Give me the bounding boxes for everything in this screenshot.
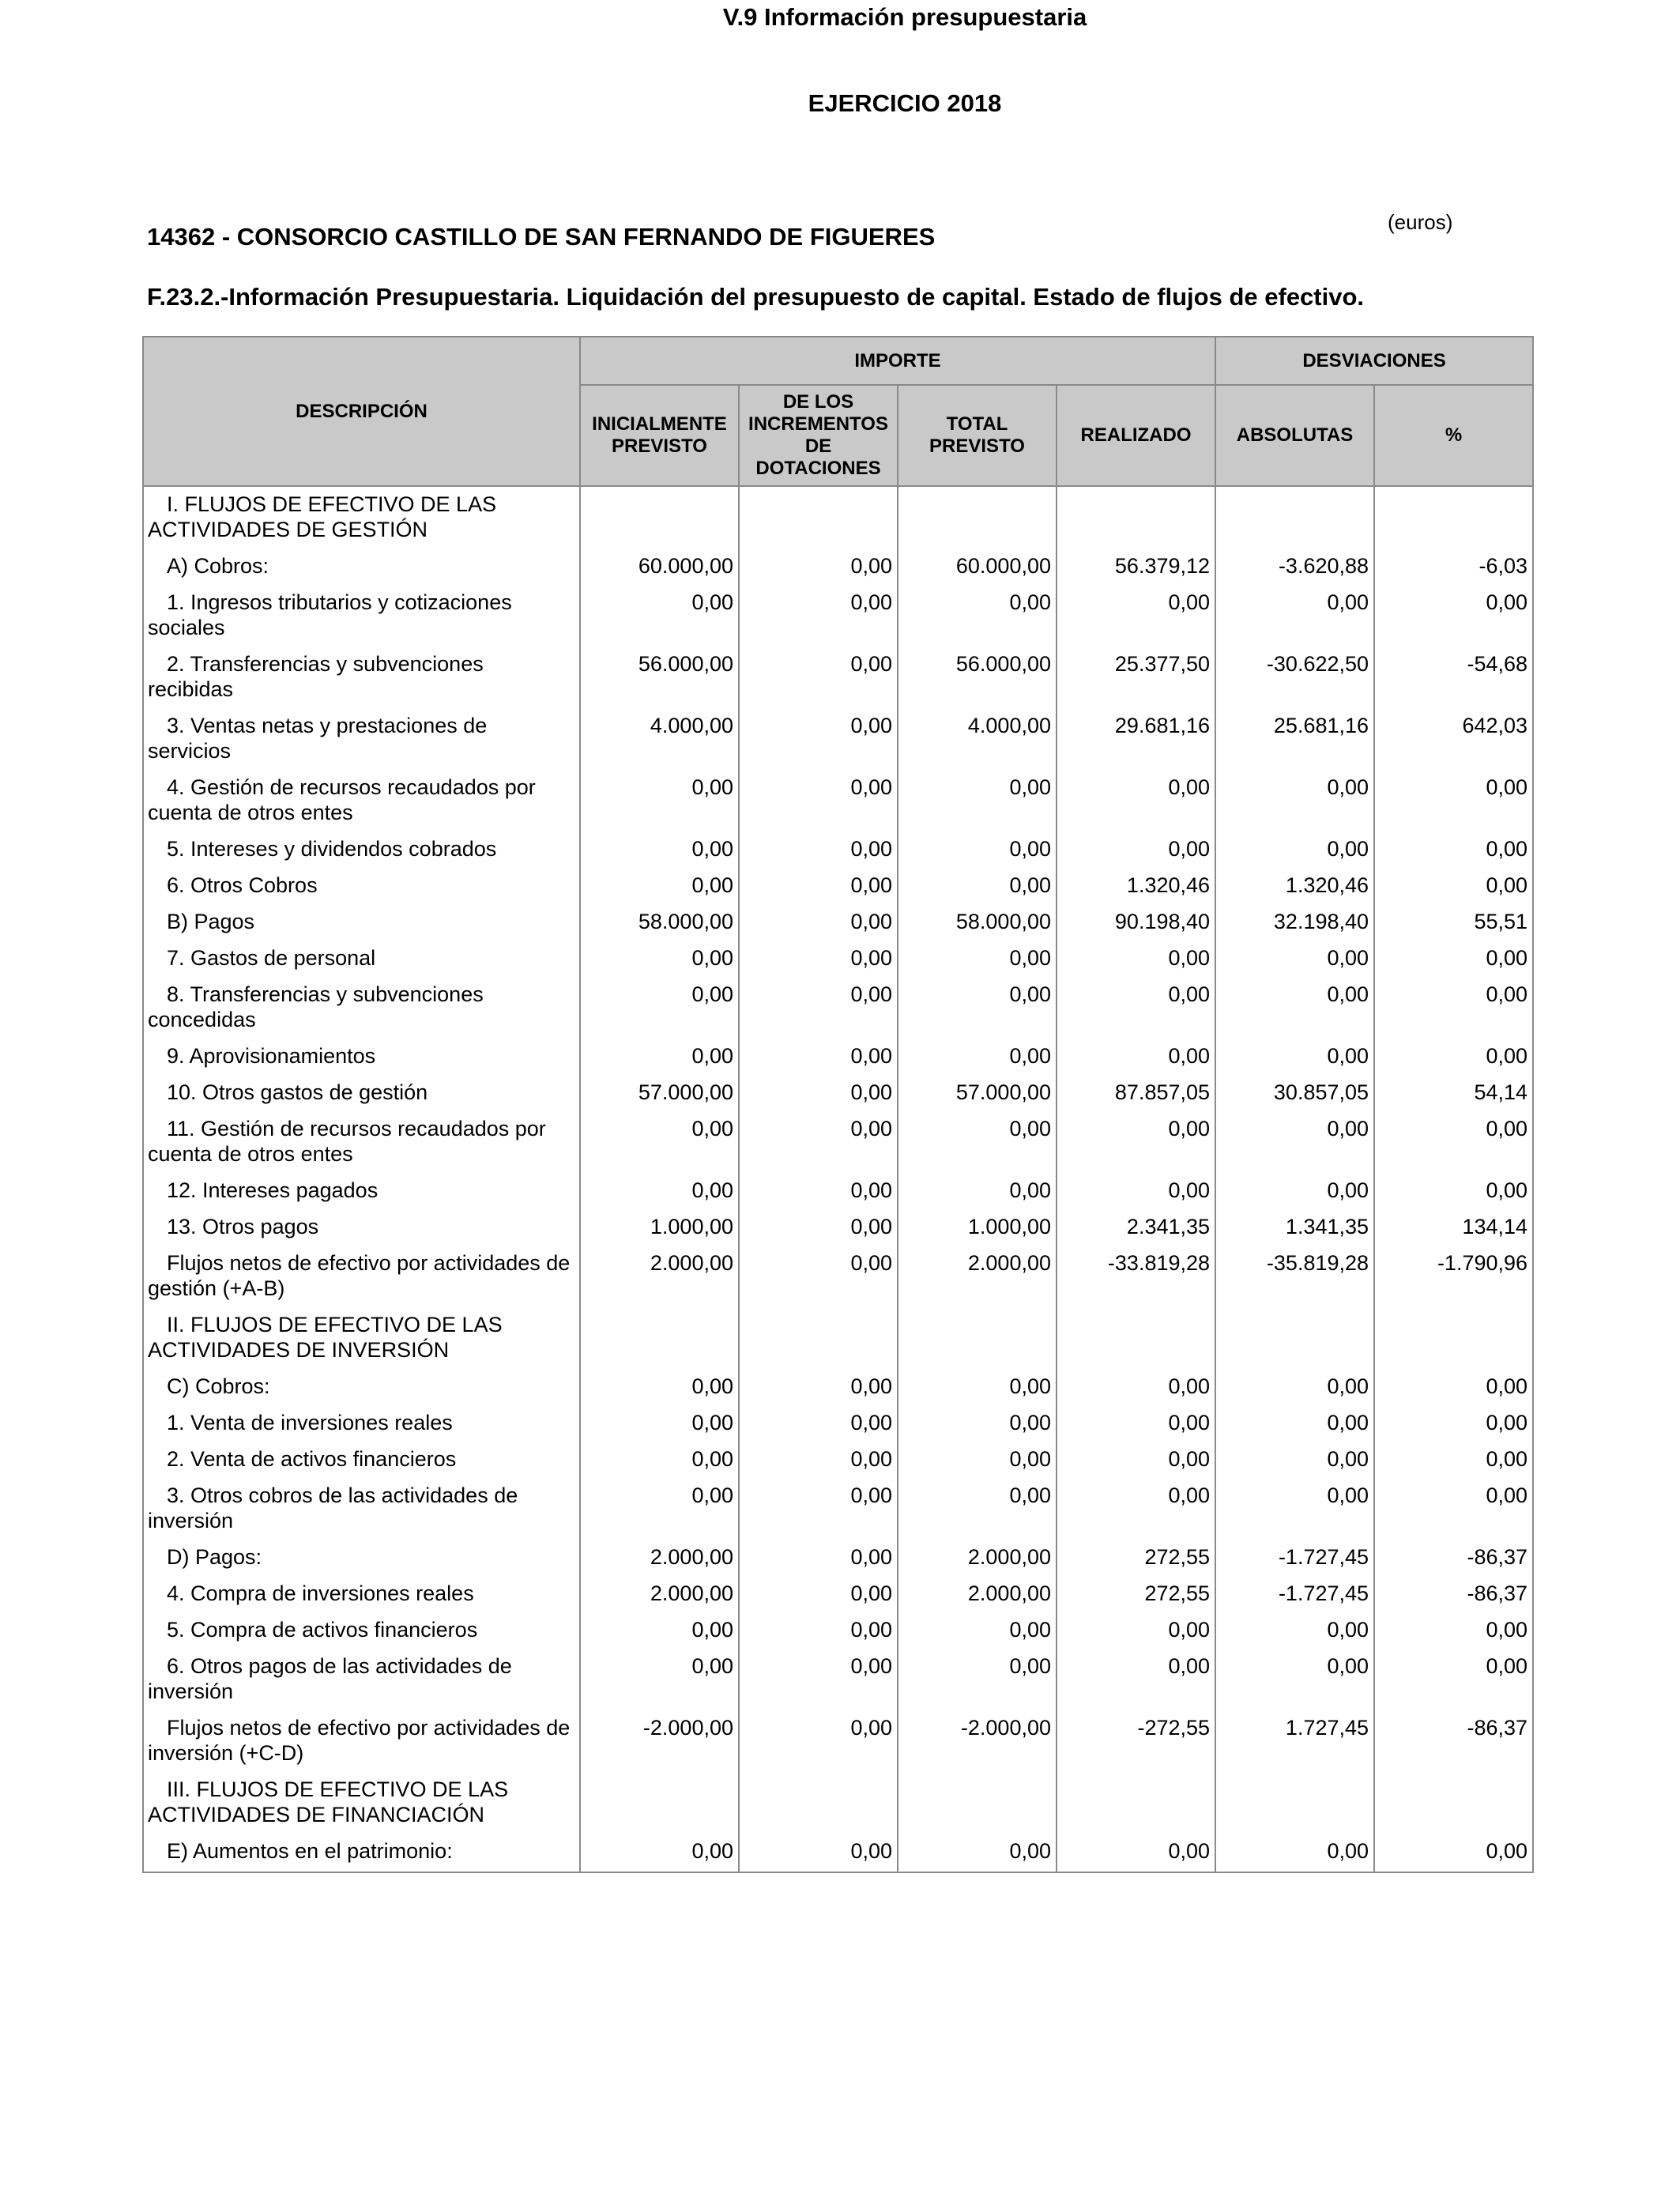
col-header-total-previsto: TOTAL PREVISTO <box>898 385 1057 486</box>
row-value: 0,00 <box>739 1611 898 1647</box>
table-row <box>143 486 1533 547</box>
row-description <box>143 830 580 866</box>
row-value: 0,00 <box>739 1476 898 1538</box>
row-value: 0,00 <box>580 1171 739 1208</box>
row-value: 0,00 <box>739 830 898 866</box>
row-value: 0,00 <box>1057 1647 1215 1709</box>
table-row <box>143 1306 1533 1367</box>
row-value: 56.379,12 <box>1057 547 1215 583</box>
row-value <box>580 1306 739 1367</box>
row-value: 58.000,00 <box>580 903 739 939</box>
row-value: 0,00 <box>1215 1171 1374 1208</box>
row-description <box>143 1574 580 1611</box>
row-description-text: II. FLUJOS DE EFECTIVO DE LAS ACTIVIDADES DE INVERSIÓN <box>148 1313 503 1362</box>
row-description-text: D) Pagos: <box>167 1545 262 1569</box>
table-row <box>143 1037 1533 1073</box>
row-value: 0,00 <box>580 768 739 830</box>
row-description <box>143 975 580 1037</box>
row-description <box>143 1538 580 1574</box>
row-value: 0,00 <box>1374 975 1533 1037</box>
col-header-absolutas: ABSOLUTAS <box>1215 385 1374 486</box>
row-value: 56.000,00 <box>898 645 1057 707</box>
row-value: 1.000,00 <box>898 1208 1057 1244</box>
row-value: 0,00 <box>1057 1171 1215 1208</box>
row-value: 0,00 <box>1215 1367 1374 1404</box>
row-description-text: 2. Venta de activos financieros <box>167 1447 457 1471</box>
row-description <box>143 583 580 645</box>
row-description-text: 10. Otros gastos de gestión <box>167 1080 428 1104</box>
table-row <box>143 975 1533 1037</box>
row-value: 0,00 <box>898 1367 1057 1404</box>
row-value: 54,14 <box>1374 1073 1533 1110</box>
row-description <box>143 1611 580 1647</box>
row-value: 60.000,00 <box>580 547 739 583</box>
row-value <box>580 486 739 547</box>
row-value: 0,00 <box>739 1110 898 1171</box>
row-description <box>143 1404 580 1440</box>
row-value: 0,00 <box>580 1440 739 1476</box>
row-value: 0,00 <box>1374 1440 1533 1476</box>
row-value <box>1374 1306 1533 1367</box>
row-value: 0,00 <box>1215 939 1374 975</box>
group-header-desviaciones: DESVIACIONES <box>1215 337 1533 385</box>
row-value: -86,37 <box>1374 1574 1533 1611</box>
row-value <box>1215 1306 1374 1367</box>
row-description <box>143 1306 580 1367</box>
row-value: -1.727,45 <box>1215 1574 1374 1611</box>
row-description <box>143 486 580 547</box>
col-header-realizado: REALIZADO <box>1057 385 1215 486</box>
row-description <box>143 1244 580 1306</box>
row-description <box>143 1110 580 1171</box>
row-value: 0,00 <box>898 1476 1057 1538</box>
row-value: 60.000,00 <box>898 547 1057 583</box>
row-value <box>739 1770 898 1832</box>
row-value: 0,00 <box>580 830 739 866</box>
row-description <box>143 1709 580 1770</box>
row-value: 0,00 <box>1374 1037 1533 1073</box>
row-description-text: 3. Otros cobros de las actividades de inversión <box>148 1483 518 1532</box>
row-description-text: 11. Gestión de recursos recaudados por cuenta de otros entes <box>148 1117 546 1166</box>
table-row <box>143 1647 1533 1709</box>
row-value: 4.000,00 <box>580 707 739 768</box>
row-description <box>143 645 580 707</box>
row-value: 0,00 <box>898 1647 1057 1709</box>
row-value: 0,00 <box>1374 768 1533 830</box>
row-value: 0,00 <box>580 1832 739 1872</box>
row-value: 2.000,00 <box>898 1538 1057 1574</box>
row-value: 2.000,00 <box>580 1538 739 1574</box>
row-value: 642,03 <box>1374 707 1533 768</box>
group-header-importe: IMPORTE <box>580 337 1215 385</box>
row-value: 0,00 <box>739 1367 898 1404</box>
table-row <box>143 1611 1533 1647</box>
row-value: 0,00 <box>739 1037 898 1073</box>
table-row <box>143 1709 1533 1770</box>
row-value: 0,00 <box>580 866 739 903</box>
row-value <box>1057 1770 1215 1832</box>
row-description-text: 6. Otros pagos de las actividades de inversión <box>148 1654 512 1703</box>
entity-name: 14362 - CONSORCIO CASTILLO DE SAN FERNANDO DE FIGUERES <box>147 223 936 251</box>
row-value: 0,00 <box>1057 768 1215 830</box>
row-description-text: 5. Intereses y dividendos cobrados <box>167 837 497 861</box>
row-description-text: 7. Gastos de personal <box>167 946 376 970</box>
row-value <box>898 486 1057 547</box>
table-row <box>143 1208 1533 1244</box>
row-description <box>143 939 580 975</box>
row-description <box>143 1476 580 1538</box>
row-value: 25.377,50 <box>1057 645 1215 707</box>
row-value: 2.000,00 <box>898 1244 1057 1306</box>
row-value: 134,14 <box>1374 1208 1533 1244</box>
row-value: 0,00 <box>580 1404 739 1440</box>
row-value: 0,00 <box>1057 1037 1215 1073</box>
row-value <box>1057 1306 1215 1367</box>
row-description-text: 1. Venta de inversiones reales <box>167 1411 453 1434</box>
col-header-descripcion: DESCRIPCIÓN <box>143 337 580 486</box>
row-value: 0,00 <box>898 1440 1057 1476</box>
row-value: 0,00 <box>1374 866 1533 903</box>
row-value: 0,00 <box>739 1171 898 1208</box>
row-description-text: 3. Ventas netas y prestaciones de servicios <box>148 714 488 763</box>
row-value: 0,00 <box>898 830 1057 866</box>
table-row <box>143 1367 1533 1404</box>
row-value: 272,55 <box>1057 1574 1215 1611</box>
row-value: -272,55 <box>1057 1709 1215 1770</box>
row-description <box>143 866 580 903</box>
row-value: 0,00 <box>739 1073 898 1110</box>
row-description <box>143 1037 580 1073</box>
row-description-text: 8. Transferencias y subvenciones concedidas <box>148 982 484 1031</box>
row-description-text: C) Cobros: <box>167 1374 270 1398</box>
row-value: 0,00 <box>1374 1611 1533 1647</box>
row-description <box>143 1073 580 1110</box>
row-value: 0,00 <box>739 707 898 768</box>
row-value: 0,00 <box>739 1647 898 1709</box>
table-row <box>143 583 1533 645</box>
table-row <box>143 903 1533 939</box>
table-row <box>143 1404 1533 1440</box>
row-value: 0,00 <box>898 768 1057 830</box>
row-value: 0,00 <box>898 1037 1057 1073</box>
row-description-text: A) Cobros: <box>167 554 269 578</box>
row-description <box>143 768 580 830</box>
table-row <box>143 830 1533 866</box>
row-value: 0,00 <box>898 866 1057 903</box>
row-value: 0,00 <box>1215 830 1374 866</box>
year-title: EJERCICIO 2018 <box>808 89 1002 117</box>
row-value: 0,00 <box>739 768 898 830</box>
row-value: 0,00 <box>739 1538 898 1574</box>
row-value: -3.620,88 <box>1215 547 1374 583</box>
row-value: -33.819,28 <box>1057 1244 1215 1306</box>
row-description-text: 4. Gestión de recursos recaudados por cuenta de otros entes <box>148 775 536 824</box>
row-value: 0,00 <box>739 939 898 975</box>
row-value: 0,00 <box>1057 1110 1215 1171</box>
row-description <box>143 1770 580 1832</box>
row-value <box>1374 1770 1533 1832</box>
row-description-text: 12. Intereses pagados <box>167 1178 379 1202</box>
table-row <box>143 1538 1533 1574</box>
row-value: 0,00 <box>898 1611 1057 1647</box>
row-value: 0,00 <box>1215 1647 1374 1709</box>
row-value: 0,00 <box>898 1404 1057 1440</box>
table-row <box>143 1440 1533 1476</box>
row-value: 0,00 <box>1057 1367 1215 1404</box>
table-row <box>143 866 1533 903</box>
row-value: 0,00 <box>898 975 1057 1037</box>
table-row <box>143 1110 1533 1171</box>
table-row <box>143 1574 1533 1611</box>
row-value: 0,00 <box>580 1110 739 1171</box>
row-description-text: Flujos netos de efectivo por actividades de inversión (+C-D) <box>148 1716 571 1765</box>
row-value <box>580 1770 739 1832</box>
row-value: 0,00 <box>1215 1832 1374 1872</box>
row-value: 87.857,05 <box>1057 1073 1215 1110</box>
row-value: -35.819,28 <box>1215 1244 1374 1306</box>
row-value: 0,00 <box>1057 1832 1215 1872</box>
row-value: 0,00 <box>898 939 1057 975</box>
row-value: 0,00 <box>1057 1611 1215 1647</box>
row-value: 0,00 <box>1374 583 1533 645</box>
row-description <box>143 1832 580 1872</box>
row-value: -2.000,00 <box>898 1709 1057 1770</box>
row-description-text: B) Pagos <box>167 910 255 933</box>
row-value <box>898 1306 1057 1367</box>
row-description <box>143 1171 580 1208</box>
table-row <box>143 1073 1533 1110</box>
row-value <box>1374 486 1533 547</box>
row-value: 0,00 <box>739 1440 898 1476</box>
row-value: 1.320,46 <box>1057 866 1215 903</box>
row-value: 57.000,00 <box>580 1073 739 1110</box>
row-value: 0,00 <box>580 583 739 645</box>
row-value: 29.681,16 <box>1057 707 1215 768</box>
row-description <box>143 707 580 768</box>
row-value <box>898 1770 1057 1832</box>
row-value: 0,00 <box>580 1037 739 1073</box>
row-description <box>143 1440 580 1476</box>
row-value: 0,00 <box>1057 939 1215 975</box>
row-value: 272,55 <box>1057 1538 1215 1574</box>
row-value: 0,00 <box>1057 1476 1215 1538</box>
row-value: 0,00 <box>739 1244 898 1306</box>
row-value <box>739 486 898 547</box>
row-value: 0,00 <box>739 1832 898 1872</box>
currency-unit: (euros) <box>1388 210 1453 234</box>
row-value: 0,00 <box>1374 830 1533 866</box>
row-value: 1.341,35 <box>1215 1208 1374 1244</box>
row-value: 57.000,00 <box>898 1073 1057 1110</box>
row-value: 58.000,00 <box>898 903 1057 939</box>
row-value: 0,00 <box>580 975 739 1037</box>
row-value: 0,00 <box>1057 975 1215 1037</box>
row-value: -86,37 <box>1374 1709 1533 1770</box>
row-value: 55,51 <box>1374 903 1533 939</box>
row-value: 2.341,35 <box>1057 1208 1215 1244</box>
row-description <box>143 1367 580 1404</box>
row-value: 1.727,45 <box>1215 1709 1374 1770</box>
row-description-text: Flujos netos de efectivo por actividades de gestión (+A-B) <box>148 1251 571 1300</box>
table-row <box>143 547 1533 583</box>
row-value: 0,00 <box>739 1208 898 1244</box>
table-row <box>143 707 1533 768</box>
row-value: 0,00 <box>580 1647 739 1709</box>
row-value: 0,00 <box>739 583 898 645</box>
row-value: -6,03 <box>1374 547 1533 583</box>
row-description-text: 2. Transferencias y subvenciones recibidas <box>148 652 484 701</box>
row-value <box>1057 486 1215 547</box>
row-value: 0,00 <box>739 866 898 903</box>
row-value: 30.857,05 <box>1215 1073 1374 1110</box>
row-description <box>143 1647 580 1709</box>
row-value: 0,00 <box>1215 1404 1374 1440</box>
row-description <box>143 903 580 939</box>
row-value <box>739 1306 898 1367</box>
row-value: 4.000,00 <box>898 707 1057 768</box>
row-value: 0,00 <box>1374 1832 1533 1872</box>
table-row <box>143 1770 1533 1832</box>
row-value: 0,00 <box>580 1476 739 1538</box>
row-value: 2.000,00 <box>898 1574 1057 1611</box>
table-row <box>143 1244 1533 1306</box>
row-value: 2.000,00 <box>580 1574 739 1611</box>
row-value: 2.000,00 <box>580 1244 739 1306</box>
row-value: 0,00 <box>1057 583 1215 645</box>
row-description-text: 6. Otros Cobros <box>167 873 318 897</box>
row-value: 90.198,40 <box>1057 903 1215 939</box>
row-value: 56.000,00 <box>580 645 739 707</box>
table-row <box>143 939 1533 975</box>
row-value: 0,00 <box>1215 768 1374 830</box>
row-value: 0,00 <box>1374 1171 1533 1208</box>
row-value: 0,00 <box>739 1404 898 1440</box>
row-value: 0,00 <box>739 903 898 939</box>
row-value: 0,00 <box>580 1611 739 1647</box>
row-value: 0,00 <box>739 975 898 1037</box>
row-value: 0,00 <box>1374 1110 1533 1171</box>
row-description-text: E) Aumentos en el patrimonio: <box>167 1839 453 1863</box>
row-value: -30.622,50 <box>1215 645 1374 707</box>
row-description-text: 13. Otros pagos <box>167 1215 319 1238</box>
row-value: 1.000,00 <box>580 1208 739 1244</box>
row-value: 0,00 <box>898 1110 1057 1171</box>
row-description-text: 9. Aprovisionamientos <box>167 1044 376 1068</box>
budget-table <box>142 336 1534 1873</box>
row-value: 0,00 <box>898 1832 1057 1872</box>
row-value: -54,68 <box>1374 645 1533 707</box>
col-header-incrementos: DE LOS INCREMENTOS DE DOTACIONES <box>739 385 898 486</box>
row-value: 0,00 <box>739 645 898 707</box>
row-value: 25.681,16 <box>1215 707 1374 768</box>
row-value: 0,00 <box>739 1709 898 1770</box>
row-description-text: 1. Ingresos tributarios y cotizaciones sociales <box>148 590 512 639</box>
row-description-text: I. FLUJOS DE EFECTIVO DE LAS ACTIVIDADES DE GESTIÓN <box>148 492 497 541</box>
row-description-text: 4. Compra de inversiones reales <box>167 1581 474 1605</box>
table-row <box>143 1832 1533 1872</box>
row-value: 1.320,46 <box>1215 866 1374 903</box>
row-value: 0,00 <box>1215 1611 1374 1647</box>
row-value: 0,00 <box>1374 1404 1533 1440</box>
report-subtitle: F.23.2.-Información Presupuestaria. Liquidación del presupuesto de capital. Estado de flujos de efectivo. <box>147 283 1365 311</box>
row-value: 0,00 <box>898 583 1057 645</box>
col-header-porcentaje: % <box>1374 385 1533 486</box>
row-value <box>1215 1770 1374 1832</box>
row-value: 32.198,40 <box>1215 903 1374 939</box>
row-value: 0,00 <box>1057 830 1215 866</box>
row-value: 0,00 <box>1374 1476 1533 1538</box>
row-value: 0,00 <box>1057 1404 1215 1440</box>
row-value: 0,00 <box>1215 1476 1374 1538</box>
row-value: 0,00 <box>1374 1367 1533 1404</box>
row-value: 0,00 <box>580 1367 739 1404</box>
row-value: 0,00 <box>739 547 898 583</box>
row-value: 0,00 <box>1215 1037 1374 1073</box>
row-value: 0,00 <box>1374 939 1533 975</box>
row-value <box>1215 486 1374 547</box>
row-value: 0,00 <box>1215 1110 1374 1171</box>
row-description <box>143 547 580 583</box>
row-value: 0,00 <box>898 1171 1057 1208</box>
row-value: 0,00 <box>1215 583 1374 645</box>
row-value: 0,00 <box>1374 1647 1533 1709</box>
row-description-text: 5. Compra de activos financieros <box>167 1618 478 1642</box>
row-description <box>143 1208 580 1244</box>
table-row <box>143 645 1533 707</box>
row-value: -1.727,45 <box>1215 1538 1374 1574</box>
table-row <box>143 1476 1533 1538</box>
row-description-text: III. FLUJOS DE EFECTIVO DE LAS ACTIVIDADES DE FINANCIACIÓN <box>148 1777 509 1826</box>
col-header-inicialmente-previsto: INICIALMENTE PREVISTO <box>580 385 739 486</box>
row-value: -2.000,00 <box>580 1709 739 1770</box>
row-value: 0,00 <box>1057 1440 1215 1476</box>
table-row <box>143 768 1533 830</box>
table-row <box>143 1171 1533 1208</box>
row-value: -86,37 <box>1374 1538 1533 1574</box>
section-title: V.9 Información presupuestaria <box>722 3 1087 31</box>
row-value: -1.790,96 <box>1374 1244 1533 1306</box>
row-value: 0,00 <box>1215 975 1374 1037</box>
row-value: 0,00 <box>739 1574 898 1611</box>
row-value: 0,00 <box>580 939 739 975</box>
row-value: 0,00 <box>1215 1440 1374 1476</box>
